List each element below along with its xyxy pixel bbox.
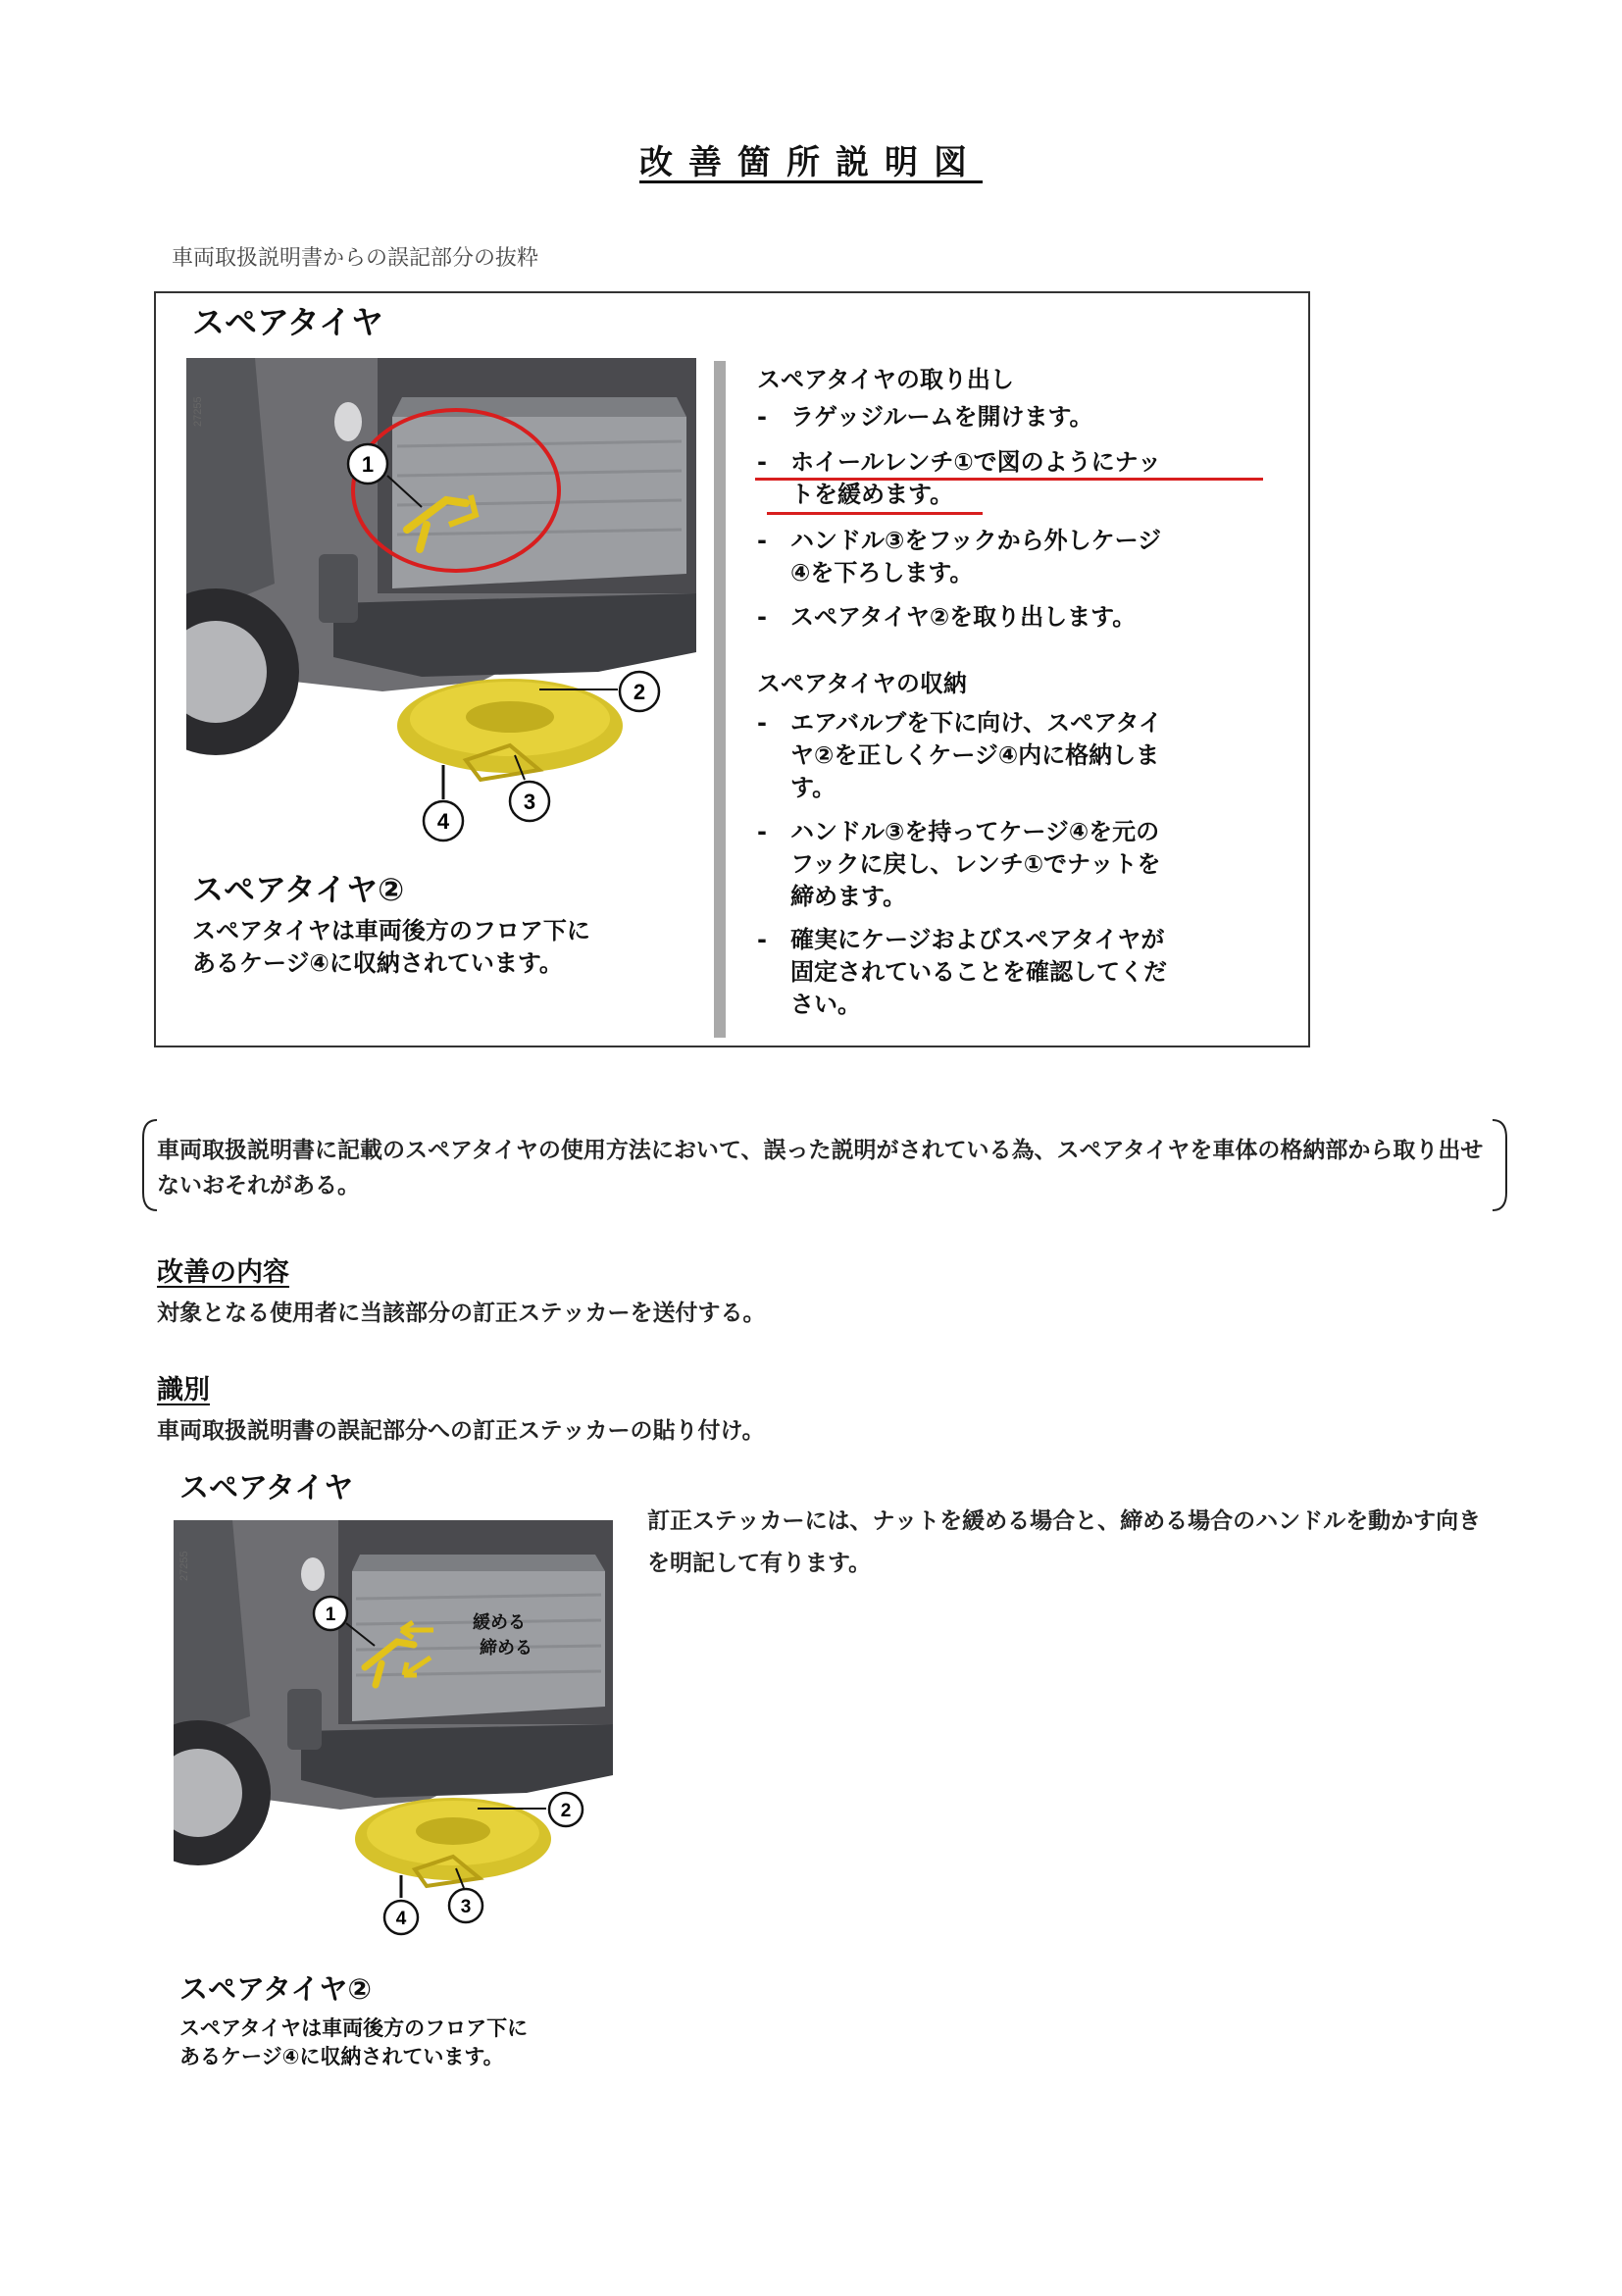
callout-3: 3 <box>523 790 536 814</box>
removal-step: - スペアタイヤ②を取り出します。 <box>757 603 1137 631</box>
improvement-text: 対象となる使用者に当該部分の訂正ステッカーを送付する。 <box>157 1301 766 1326</box>
spare-tire-figure <box>186 358 696 853</box>
excerpt-heading: スペアタイヤ <box>192 303 384 341</box>
identification-text: 車両取扱説明書の誤記部分への訂正ステッカーの貼り付け。 <box>157 1418 765 1444</box>
storage-step: - エアバルブを下に向け、スペアタイ ヤ②を正しくケージ④内に格納しま す。 <box>757 709 1162 801</box>
right-bracket <box>1491 1118 1512 1212</box>
tighten-label: 締める <box>480 1638 532 1658</box>
figure-code: 27255 <box>192 396 204 427</box>
removal-step: - ラゲッジルームを開けます。 <box>757 403 1093 431</box>
corrected-figure-caption: スペアタイヤ② <box>179 1972 372 2006</box>
corrected-callout-3: 3 <box>460 1897 472 1917</box>
figure-text <box>192 915 590 980</box>
storage-step: - ハンドル③を持ってケージ④を元の フックに戻し、レンチ①でナットを 締めます。 <box>757 818 1161 910</box>
figure-text-line: あるケージ④に収納されています。 <box>192 949 563 977</box>
figure-text-line: スペアタイヤは車両後方のフロア下に <box>179 2016 529 2040</box>
callout-2: 2 <box>633 680 646 704</box>
removal-step: - ハンドル③をフックから外しケージ ④を下ろします。 <box>757 527 1162 587</box>
corrected-figure <box>174 1520 613 1950</box>
callout-4: 4 <box>436 809 450 834</box>
left-bracket <box>137 1118 159 1212</box>
page-title <box>0 135 1622 183</box>
page-title-text: 改善箇所説明図 <box>639 143 983 182</box>
removal-step-highlighted: - ホイールレンチ①で図のようにナッ トを緩めます。 <box>757 448 1162 508</box>
excerpt-caption: 車両取扱説明書からの誤記部分の抜粋 <box>172 246 539 271</box>
figure-text-line: あるケージ④に収納されています。 <box>179 2045 504 2068</box>
storage-step: - 確実にケージおよびスペアタイヤが 固定されていることを確認してくだ さい。 <box>757 926 1167 1018</box>
column-divider <box>714 361 726 1038</box>
figure-text-line: スペアタイヤは車両後方のフロア下に <box>192 917 590 944</box>
loosen-label: 緩める <box>473 1612 526 1633</box>
error-underline <box>767 512 983 515</box>
callout-1: 1 <box>361 452 375 477</box>
corrected-heading: スペアタイヤ <box>179 1471 354 1505</box>
corrected-callout-2: 2 <box>560 1801 572 1821</box>
corrected-figure-text <box>179 2015 528 2071</box>
corrected-callout-1: 1 <box>325 1605 336 1625</box>
sticker-note: 訂正ステッカーには、ナットを緩める場合と、締める場合のハンドルを動かす向きを明記して有ります。 <box>647 1508 1482 1576</box>
defect-summary: 車両取扱説明書に記載のスペアタイヤの使用方法において、誤った説明がされている為、スペアタイヤを車体の格納部から取り出せないおそれがある。 <box>157 1138 1484 1199</box>
storage-heading: スペアタイヤの収納 <box>757 670 967 697</box>
improvement-heading: 改善の内容 <box>157 1257 289 1288</box>
corrected-callout-4: 4 <box>395 1909 407 1929</box>
corrected-figure-code: 27255 <box>178 1551 190 1581</box>
identification-heading: 識別 <box>157 1375 210 1405</box>
removal-heading: スペアタイヤの取り出し <box>757 366 1014 393</box>
figure-caption: スペアタイヤ② <box>192 871 405 908</box>
error-underline <box>755 478 1263 481</box>
